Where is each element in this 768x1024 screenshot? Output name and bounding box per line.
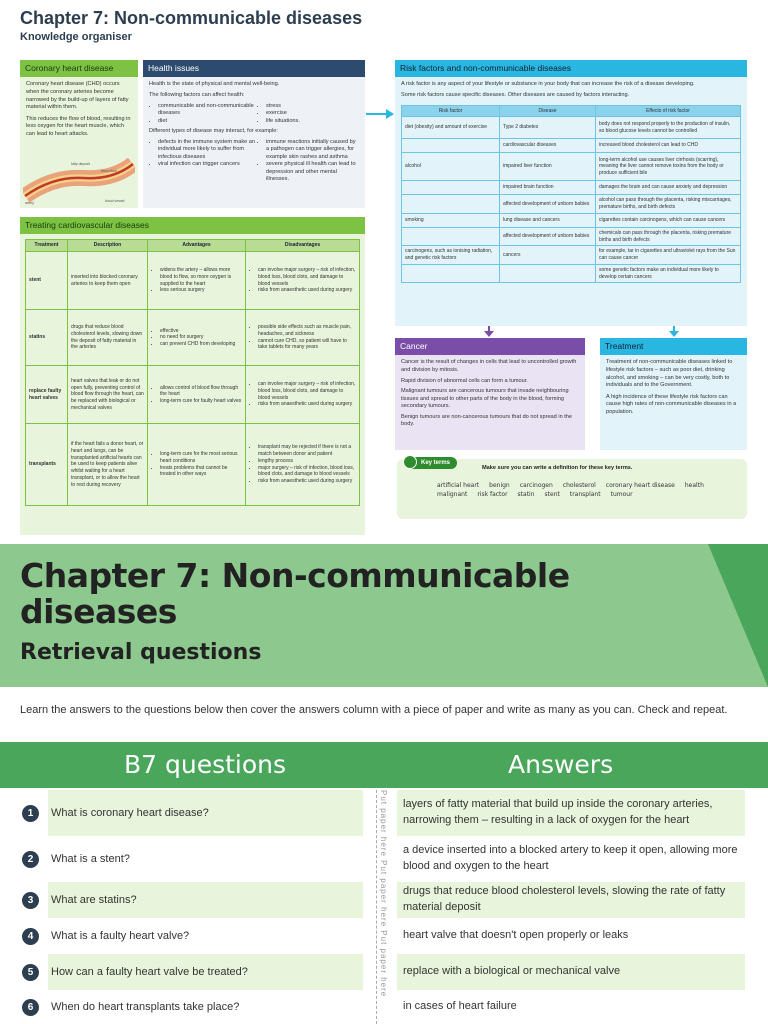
risk-factor: [402, 264, 500, 283]
effect: body does not respond properly to the production of insulin, so blood glucose levels cannot be controlled: [596, 117, 741, 139]
chapter-title-line1: Chapter 7: Non-communicable: [20, 556, 570, 595]
answer-text: replace with a biological or mechanical valve: [397, 954, 745, 990]
key-term: health: [684, 482, 704, 489]
table-row: [26, 366, 360, 424]
key-term: risk factor: [477, 491, 508, 498]
disadvantage: • cannot cure CHD, so patient will have to take tablets for many years: [258, 338, 356, 352]
health-factor: • communicable and non-communicable diseases: [158, 103, 257, 118]
risk-factor: carcinogens, such as ionising radiation, and genetic risk factors: [402, 246, 500, 265]
table-row: [402, 153, 741, 181]
key-terms-note: Make sure you can write a definition for these key terms.: [482, 465, 633, 471]
risk-text-1: A risk factor is any aspect of your lifestyle or substance in your body that can increase the risk of a disease developing.: [401, 81, 695, 88]
table-row: [402, 195, 741, 214]
risk-factor: [402, 227, 500, 246]
question-number-badge: 1: [22, 805, 39, 822]
page-subtitle: Knowledge organiser: [20, 31, 132, 43]
page-title: Chapter 7: Non-communicable diseases: [20, 8, 363, 28]
key-term: benign: [489, 482, 510, 489]
health-text-3: Different types of disease may interact, for example:: [149, 128, 278, 135]
risk-table: [401, 105, 741, 284]
cancer-text-4: Benign tumours are non-cancerous tumours that do not spread in the body.: [401, 413, 573, 428]
treatment-name: stent: [26, 252, 68, 310]
table-row: [402, 227, 741, 246]
risk-factor: [402, 181, 500, 195]
risk-factors-box: [395, 60, 747, 326]
table-row: [26, 424, 360, 506]
answer-text: a device inserted into a blocked artery to keep it open, allowing more blood and oxygen to the heart: [397, 836, 745, 882]
cancer-heading: Cancer: [395, 338, 585, 355]
question-text: When do heart transplants take place?: [48, 990, 363, 1024]
advantage: • no need for surgery: [160, 334, 242, 341]
risk-factor: [402, 195, 500, 214]
treating-cvd-box: [20, 217, 365, 535]
disadvantage: • risks from anaesthetic used during surgery: [258, 401, 356, 408]
table-row: [402, 213, 741, 227]
answer-text: heart valve that doesn't open properly or leaks: [397, 918, 745, 954]
treat-col-header: Advantages: [148, 240, 246, 252]
key-term: transplant: [569, 491, 601, 498]
table-row: [402, 246, 741, 265]
advantage: • long-term cure for faulty heart valves: [160, 398, 242, 405]
put-paper-here-text: Put paper here Put paper here Put paper here: [379, 790, 388, 998]
interaction-item: • severe physical ill health can lead to depression and other mental illnesses.: [266, 161, 357, 184]
risk-factor: alcohol: [402, 153, 500, 181]
effect: cigarettes contain carcinogens, which can cause cancers: [596, 213, 741, 227]
disease: affected development of unborn babies: [500, 195, 596, 214]
disease: affected development of unborn babies: [500, 227, 596, 246]
treatment-desc: if the heart fails a donor heart, or heart and lungs, can be transplanted artificial hearts can be used to keep patients alive whilst waiting for a heart transplant, or to allow the heart to rest during recovery: [68, 424, 148, 506]
key-terms-list: [437, 481, 737, 499]
disease: lung disease and cancers: [500, 213, 596, 227]
question-number-badge: 6: [22, 999, 39, 1016]
advantage: • allows control of blood flow through the heart: [160, 385, 242, 399]
cancer-text-2: Rapid division of abnormal cells can form a tumour.: [401, 377, 528, 384]
chd-heading: Coronary heart disease: [20, 60, 138, 77]
answers-column-header: Answers: [508, 750, 614, 779]
key-terms-label: [407, 457, 457, 469]
health-text-1: Health is the state of physical and mental well-being.: [149, 81, 280, 88]
key-term: statin: [517, 491, 535, 498]
risk-factor: [402, 139, 500, 153]
key-term: tumour: [610, 491, 633, 498]
disadvantage: • risks from anaesthetic used during surgery: [258, 287, 356, 294]
question-text: How can a faulty heart valve be treated?: [48, 954, 363, 990]
treatment-desc: heart valves that leak or do not open fully, preventing control of blood flow through the heart, can be replaced with biological or mechanical valves: [68, 366, 148, 424]
disadvantage: • transplant may be rejected if there is not a match between donor and patient: [258, 444, 356, 458]
treatment-heading: Treatment: [600, 338, 747, 355]
question-text: What is a stent?: [48, 836, 363, 882]
advantage: • treats problems that cannot be treated in other ways: [160, 465, 242, 479]
treatment-desc: drugs that reduce blood cholesterol levels, slowing down the deposit of fatty material in the arteries: [68, 310, 148, 366]
retrieval-subtitle: Retrieval questions: [20, 640, 262, 665]
arrow-down-icon: [483, 326, 495, 338]
table-row: [26, 310, 360, 366]
questions-header: [0, 742, 768, 788]
disadvantage: • can involve major surgery – risk of infection, blood loss, blood clots, and damage to blood vessels: [258, 267, 356, 287]
chd-box: [20, 60, 138, 208]
effect: alcohol can pass through the placenta, risking miscarriages, premature births, and birth defects: [596, 195, 741, 214]
key-terms-title: Key terms: [421, 460, 451, 466]
health-factor: • life situations.: [266, 118, 300, 126]
question-number-badge: 5: [22, 964, 39, 981]
table-row: [402, 181, 741, 195]
risk-factor: diet (obesity) and amount of exercise: [402, 117, 500, 139]
effect: some genetic factors make an individual more likely to develop certain cancers: [596, 264, 741, 283]
effect: damages the brain and can cause anxiety and depression: [596, 181, 741, 195]
chd-text-1: Coronary heart disease (CHD) occurs when the coronary arteries become narrowed by the build-up of layers of fatty material within them.: [26, 81, 129, 111]
table-row: [26, 252, 360, 310]
key-terms-panel: [397, 459, 747, 519]
interaction-item: • immune reactions initially caused by a pathogen can trigger allergies, for example skin rashes and asthma: [266, 139, 357, 162]
advantage: • long-term cure for the most serious heart conditions: [160, 451, 242, 465]
question-text: What are statins?: [48, 882, 363, 918]
risk-factor: smoking: [402, 213, 500, 227]
treat-col-header: Treatment: [26, 240, 68, 252]
effect: long-term alcohol use causes liver cirrhosis (scarring), meaning the liver cannot remove toxins from the body or produce sufficient bile: [596, 153, 741, 181]
treatment-text-2: A high incidence of these lifestyle risk factors can cause high rates of non-communicable diseases in a population.: [606, 393, 737, 415]
question-number-badge: 2: [22, 851, 39, 868]
health-issues-box: [143, 60, 365, 208]
disadvantage: • major surgery – risk of infection, blood loss, blood clots, and damage to blood vessels: [258, 465, 356, 479]
key-term: coronary heart disease: [605, 482, 675, 489]
key-term: artificial heart: [437, 482, 480, 489]
disadvantage: • possible side effects such as muscle pain, headaches, and sickness: [258, 324, 356, 338]
advantage: • effective: [160, 328, 242, 335]
disease: impaired brain function: [500, 181, 596, 195]
diagram-label-vessel: blood vessel: [105, 199, 125, 203]
question-text: What is coronary heart disease?: [48, 790, 363, 836]
instructions-text: Learn the answers to the questions below then cover the answers column with a piece of paper and write as many as you can. Check and repeat.: [20, 704, 728, 716]
key-icon: [403, 455, 417, 469]
arrow-right-icon: [366, 108, 394, 120]
effect: for example, tar in cigarettes and ultraviolet rays from the Sun can cause cancer: [596, 246, 741, 265]
key-term: malignant: [437, 491, 468, 498]
question-number-badge: 4: [22, 928, 39, 945]
treatment-name: replace faulty heart valves: [26, 366, 68, 424]
effect: increased blood cholesterol can lead to CHD: [596, 139, 741, 153]
treatment-box: [600, 338, 747, 450]
artery-diagram: [23, 156, 135, 206]
risk-col-header: Risk factor: [402, 105, 500, 117]
diagram-label-artery: artery: [25, 201, 34, 205]
risk-heading: Risk factors and non-communicable diseases: [395, 60, 747, 77]
key-term: cholesterol: [562, 482, 596, 489]
treatment-name: statins: [26, 310, 68, 366]
disadvantage: • lengthy process: [258, 458, 356, 465]
question-text: What is a faulty heart valve?: [48, 918, 363, 954]
health-factor: • stress: [266, 103, 300, 111]
treatment-table: [25, 239, 360, 506]
disease: cardiovascular diseases: [500, 139, 596, 153]
answer-text: drugs that reduce blood cholesterol levels, slowing the rate of fatty material deposit: [397, 882, 745, 918]
treating-heading: Treating cardiovascular diseases: [20, 217, 365, 234]
interaction-item: • defects in the immune system make an individual more likely to suffer from infectious diseases: [158, 139, 257, 162]
chd-text-2: This reduces the flow of blood, resulting in less oxygen for the heart muscle, which can lead to heart attacks.: [26, 115, 131, 137]
answer-text: in cases of heart failure: [397, 990, 745, 1024]
retrieval-questions-page: [0, 544, 768, 1024]
health-factor: • diet: [158, 118, 257, 126]
cancer-box: [395, 338, 585, 450]
advantage: • widens the artery – allows more blood to flow, so more oxygen is supplied to the heart: [160, 267, 242, 287]
disease: cancers: [500, 246, 596, 265]
disease: [500, 264, 596, 283]
questions-column-header: B7 questions: [124, 750, 287, 779]
advantage: • less serious surgery: [160, 287, 242, 294]
disadvantage: • risks from anaesthetic used during surgery: [258, 478, 356, 485]
treatment-text-1: Treatment of non-communicable diseases linked to lifestyle risk factors – such as poor diet, drinking alcohol, and smoking – can be very costly, both to individuals and to the Government.: [606, 359, 733, 389]
cancer-text-1: Cancer is the result of changes in cells that lead to uncontrolled growth and division by mitosis.: [401, 359, 577, 374]
disease: Type 2 diabetes: [500, 117, 596, 139]
question-number-badge: 3: [22, 892, 39, 909]
interaction-item: • viral infection can trigger cancers: [158, 161, 257, 169]
risk-col-header: Effects of risk factor: [596, 105, 741, 117]
health-heading: Health issues: [143, 60, 365, 77]
diagram-label-flow: blood flow: [101, 169, 117, 173]
effect: chemicals can pass through the placenta, risking premature births and birth defects: [596, 227, 741, 246]
disease: impaired liver function: [500, 153, 596, 181]
table-row: [402, 117, 741, 139]
diagram-label-fatty: fatty deposit: [71, 162, 90, 166]
cancer-text-3: Malignant tumours are cancerous tumours that invade neighbouring tissues and spread to other parts of the body in the blood, forming secondary tumours.: [401, 388, 569, 410]
treat-col-header: Description: [68, 240, 148, 252]
chapter-title: [20, 558, 570, 631]
treatment-name: transplants: [26, 424, 68, 506]
key-term: stent: [544, 491, 560, 498]
risk-text-2: Some risk factors cause specific diseases. Other diseases are caused by factors interacting.: [401, 92, 630, 99]
table-row: [402, 264, 741, 283]
treatment-desc: inserted into blocked coronary arteries to keep them open: [68, 252, 148, 310]
table-row: [402, 139, 741, 153]
disadvantage: • can involve major surgery – risk of infection, blood loss, blood clots, and damage to blood vessels: [258, 381, 356, 401]
key-term: carcinogen: [519, 482, 553, 489]
chapter-title-line2: diseases: [20, 592, 177, 632]
chapter-banner: [0, 544, 768, 687]
answer-text: layers of fatty material that build up inside the coronary arteries, narrowing them – resulting in a lack of oxygen for the heart: [397, 790, 745, 836]
treat-col-header: Disadvantages: [246, 240, 360, 252]
health-factor: • exercise: [266, 110, 300, 118]
advantage: • can prevent CHD from developing: [160, 341, 242, 348]
health-text-2: The following factors can affect health:: [149, 92, 245, 99]
risk-col-header: Disease: [500, 105, 596, 117]
arrow-down-icon: [668, 326, 680, 338]
